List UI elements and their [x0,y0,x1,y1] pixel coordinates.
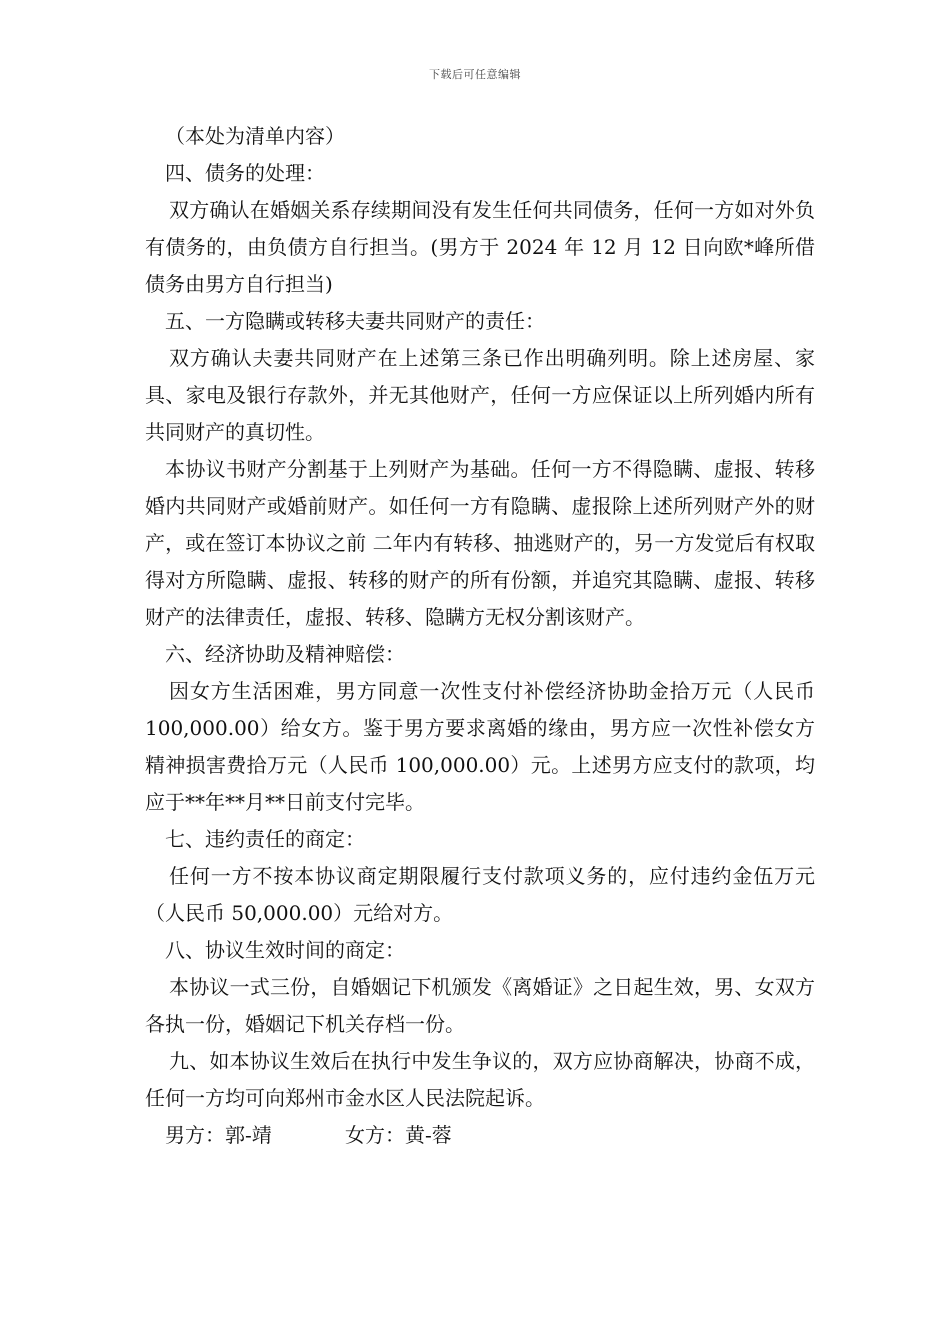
section-heading-concealment: 五、一方隐瞒或转移夫妻共同财产的责任： [165,309,545,333]
paragraph-dispute: 九、如本协议生效后在执行中发生争议的，双方应协商解决，协商不成，任何一方均可向郑州市金水区人民法院起诉。 [145,1049,815,1110]
signature-line [145,1117,815,1154]
paragraph-debts: 双方确认在婚姻关系存续期间没有发生任何共同债务，任何一方如对外负有债务的，由负债方自行担当。(男方于 2024 年 12 月 12 日向欧*峰所借债务由男方自行担当) [145,198,815,296]
paragraph-property-confirmation: 双方确认夫妻共同财产在上述第三条已作出明确列明。除上述房屋、家具、家电及银行存款外，并无其他财产，任何一方应保证以上所列婚内所有共同财产的真切性。 [145,346,815,444]
male-signature: 男方：郭-靖 [165,1123,272,1147]
section-heading-breach: 七、违约责任的商定： [165,827,365,851]
list-placeholder: （本处为清单内容） [165,124,345,148]
paragraph-compensation: 因女方生活困难，男方同意一次性支付补偿经济协助金拾万元（人民币 100,000.00）给女方。鉴于男方要求离婚的缘由，男方应一次性补偿女方精神损害费拾万元（人民币 100,000.00）元。上述男方应支付的款项，均应于**年**月**日前支付完毕。 [145,679,815,814]
paragraph-property-division: 本协议书财产分割基于上列财产为基础。任何一方不得隐瞒、虚报、转移婚内共同财产或婚前财产。如任何一方有隐瞒、虚报除上述所列财产外的财产，或在签订本协议之前 二年内有转移、抽逃财产的，另一方发觉后有权取得对方所隐瞒、虚报、转移的财产的所有份额，并追究其隐瞒、虚报、转移财产的法律责任，虚报、转移、隐瞒方无权分割该财产。 [145,457,815,629]
document-body [145,118,815,1154]
section-heading-effective-date: 八、协议生效时间的商定： [165,938,405,962]
page-header-note: 下载后可任意编辑 [429,68,521,81]
paragraph-effective-date: 本协议一式三份，自婚姻记下机颁发《离婚证》之日起生效，男、女双方各执一份，婚姻记下机关存档一份。 [145,975,815,1036]
female-signature: 女方：黄-蓉 [345,1123,452,1147]
section-heading-compensation: 六、经济协助及精神赔偿： [165,642,405,666]
paragraph-breach: 任何一方不按本协议商定期限履行支付款项义务的，应付违约金伍万元（人民币 50,000.00）元给对方。 [145,864,815,925]
section-heading-debts: 四、债务的处理： [165,161,325,185]
